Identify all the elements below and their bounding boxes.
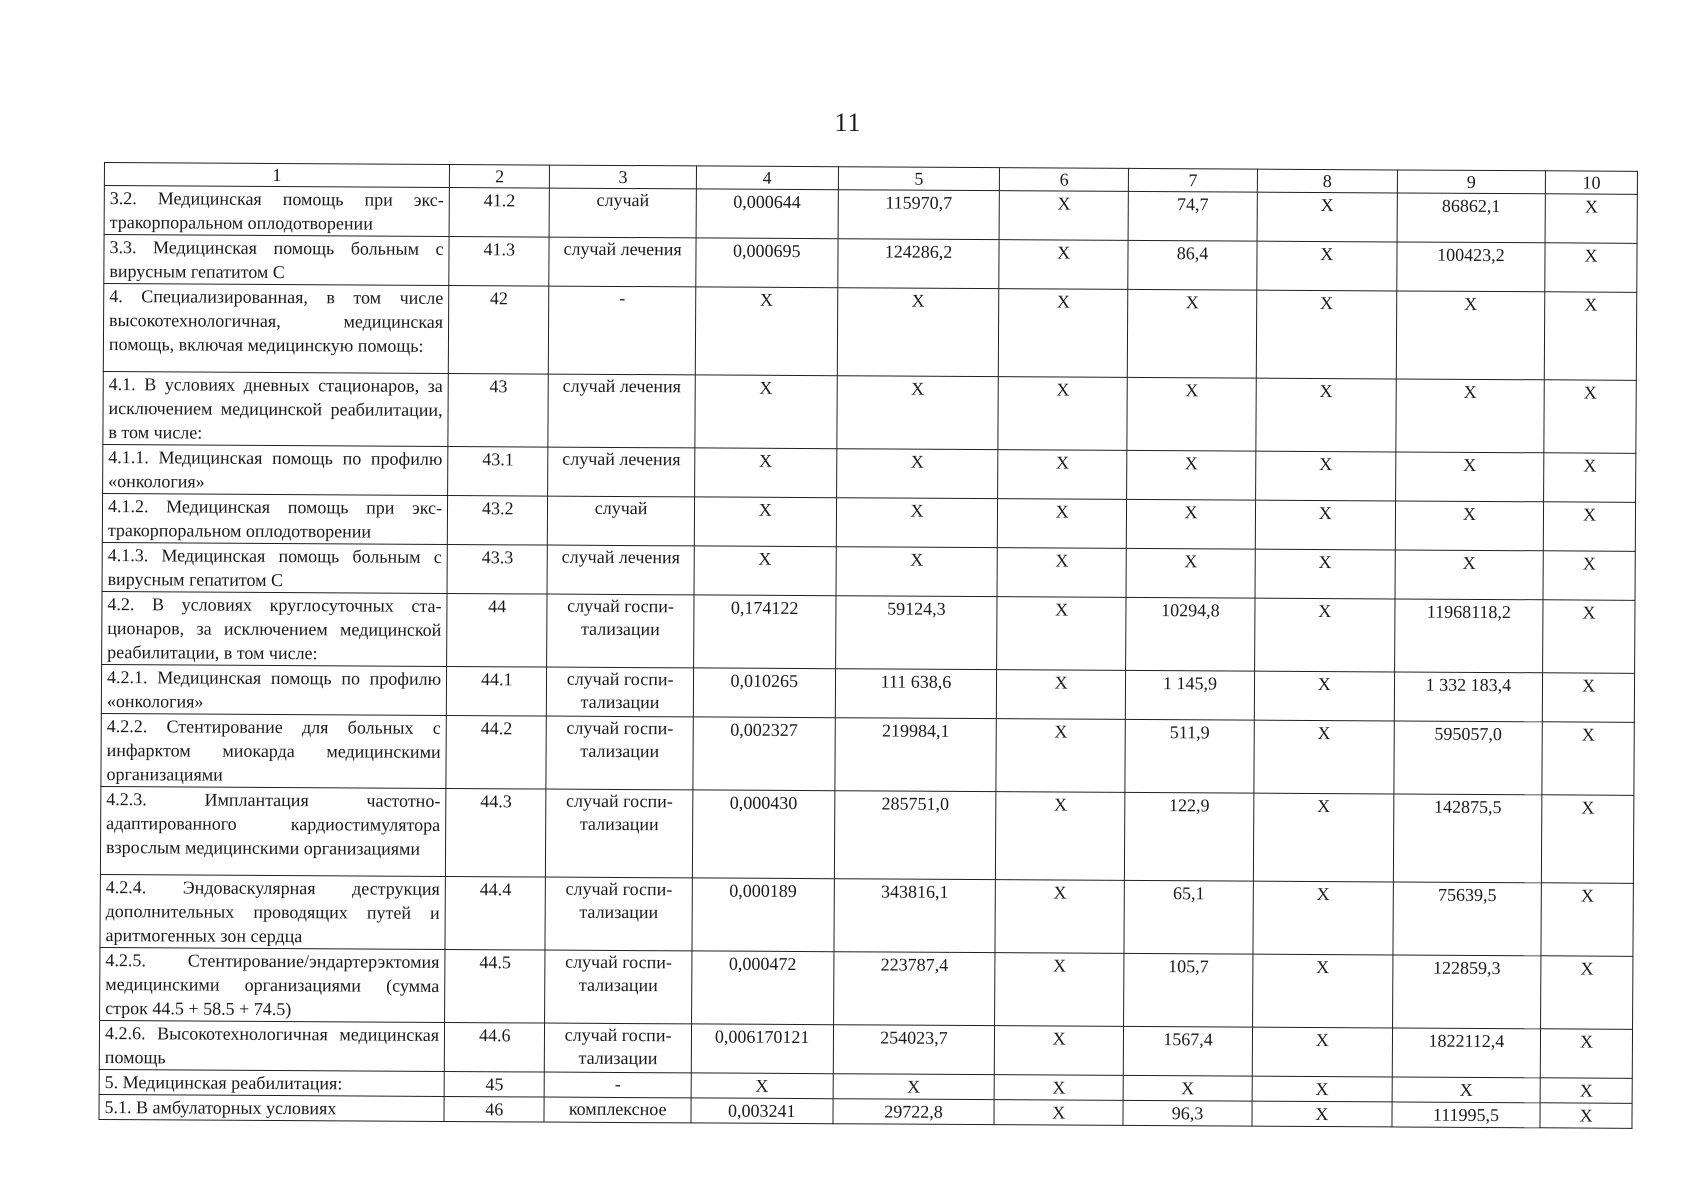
value-col-4: 0,000695 [696,238,838,288]
value-col-4: X [695,287,837,376]
table-row [103,444,1636,502]
value-col-10: X [1545,194,1637,244]
table-row [101,664,1634,722]
page-number: 11 [834,108,862,137]
value-col-5: X [836,449,998,499]
value-col-8: X [1253,793,1393,882]
row-name: 4.1. В условиях дневных стационаров, за исключением медицинской реабилитации, в том числе: [103,371,448,446]
unit-of-measure: случай [550,188,697,238]
value-col-9: 142875,5 [1393,794,1542,883]
table-row [101,713,1634,795]
value-col-10: X [1543,551,1635,601]
value-col-9: 100423,2 [1396,242,1545,292]
value-col-7: 122,9 [1125,792,1254,881]
table-row [100,786,1633,883]
column-number: 4 [696,166,838,190]
row-number: 43.3 [447,544,548,594]
value-col-4: 0,010265 [693,668,835,718]
value-col-6: X [995,880,1124,954]
value-col-8: X [1257,241,1397,291]
unit-of-measure: случай госпитализации [546,716,693,790]
value-col-4: X [694,497,836,547]
value-col-8: X [1255,500,1395,550]
unit-of-measure: случай лечения [548,374,695,448]
value-col-8: X [1252,1027,1392,1077]
row-number: 43.2 [447,495,548,545]
value-col-10: X [1545,243,1637,293]
value-col-5: X [836,498,998,548]
value-col-9: 1822112,4 [1392,1028,1541,1078]
row-name: 5. Медицинская реабилитация: [99,1069,444,1096]
value-col-6: X [999,240,1128,290]
row-number: 44.2 [446,715,547,789]
value-col-8: X [1252,954,1392,1028]
value-col-7: X [1127,450,1256,500]
row-name: 4.2.5. Стентирование/эндартерэктомия медицинскими организациями (сумма строк 44.5 + 58.5 + 74.5) [100,947,445,1022]
column-number: 10 [1546,171,1638,195]
value-col-9: X [1395,550,1544,600]
table-row [104,235,1637,293]
column-number: 9 [1397,170,1546,194]
value-col-7: 74,7 [1128,191,1257,241]
value-col-7: 105,7 [1124,953,1253,1027]
value-col-6: X [998,450,1127,500]
value-col-6: X [998,377,1127,451]
value-col-6: X [995,953,1124,1027]
value-col-9: 75639,5 [1393,882,1542,956]
value-col-9: X [1396,379,1545,453]
row-number: 44.3 [445,788,546,877]
row-number: 44 [447,593,548,667]
value-col-5: 115970,7 [838,190,1000,240]
value-col-4: 0,174122 [693,595,835,669]
value-col-7: X [1127,289,1256,378]
column-number: 5 [838,167,1000,191]
value-col-10: X [1541,883,1633,957]
value-col-4: 0,002327 [693,717,835,791]
value-col-9: 595057,0 [1394,721,1543,795]
value-col-10: X [1541,956,1633,1030]
value-col-8: X [1255,549,1395,599]
value-col-5: 254023,7 [833,1025,995,1075]
value-col-7: 511,9 [1125,719,1254,793]
value-col-7: 96,3 [1123,1100,1252,1126]
value-col-6: X [994,1100,1123,1126]
value-col-5: X [837,376,999,450]
value-col-6: X [997,548,1126,598]
value-col-8: X [1256,290,1396,379]
row-name: 4.2.4. Эндоваскулярная деструкция дополнительных проводящих путей и аритмогенных зон сердца [100,874,445,949]
table-row [102,591,1635,673]
value-col-5: 59124,3 [835,596,997,670]
value-col-6: X [996,792,1125,881]
value-col-7: X [1123,1075,1252,1101]
row-name: 4.2.6. Высокотехнологичная медицинская помощь [99,1020,444,1071]
unit-of-measure: - [545,1072,691,1098]
value-col-6: X [999,191,1128,241]
value-col-10: X [1542,673,1634,723]
table-row [102,493,1635,551]
row-number: 44.4 [445,876,546,950]
value-col-9: X [1396,291,1545,380]
value-col-7: 1567,4 [1123,1026,1252,1076]
value-col-4: X [694,448,836,498]
value-col-4: 0,003241 [691,1098,833,1124]
row-name: 4.2.3. Имплантация частотноадаптированного кардиостимулятора взрослым медицинскими организациями [100,786,446,876]
value-col-8: X [1255,598,1395,672]
row-name: 4.1.1. Медицинская помощь по профилю «онкология» [103,444,448,495]
value-col-5: 111 638,6 [835,669,997,719]
row-number: 41.2 [449,187,550,237]
row-number: 44.6 [444,1022,545,1072]
table-row [99,1020,1632,1078]
column-number: 7 [1128,168,1257,192]
value-col-4: X [691,1073,833,1099]
row-number: 45 [444,1071,545,1097]
unit-of-measure: случай лечения [548,447,695,497]
value-col-8: X [1253,881,1393,955]
value-col-8: X [1254,720,1394,794]
value-col-7: 65,1 [1124,880,1253,954]
column-number: 6 [1000,168,1129,192]
value-col-6: X [998,499,1127,549]
value-col-5: 223787,4 [833,952,995,1026]
value-col-7: X [1126,548,1255,598]
unit-of-measure: - [549,286,696,375]
row-number: 44.5 [445,949,546,1023]
value-col-7: 10294,8 [1126,597,1255,671]
value-col-4: 0,006170121 [691,1024,833,1074]
row-name: 4.1.3. Медицинская помощь больным с вирусным гепатитом С [102,542,447,593]
unit-of-measure: случай лечения [549,237,696,287]
column-number: 2 [449,164,550,188]
value-col-9: 1 332 183,4 [1394,672,1543,722]
unit-of-measure: случай госпитализации [547,594,694,668]
value-col-8: X [1254,671,1394,721]
value-col-7: 86,4 [1128,240,1257,290]
unit-of-measure: случай [548,496,695,546]
row-number: 41.3 [449,236,550,286]
table-row [104,186,1637,244]
row-name: 4.2. В условиях круглосуточных стационаров, за исключением медицинской реабилитации, в том числе: [102,591,447,666]
table-row [102,542,1635,600]
column-number: 1 [104,163,449,188]
unit-of-measure: случай госпитализации [545,1023,692,1073]
unit-of-measure: случай госпитализации [545,950,692,1024]
value-col-4: X [695,375,837,449]
table-row [103,371,1636,453]
value-col-5: 29722,8 [833,1099,995,1125]
value-col-9: 86862,1 [1397,193,1546,243]
row-number: 42 [448,285,549,374]
table-row [100,874,1633,956]
value-col-7: 1 145,9 [1125,670,1254,720]
value-col-4: 0,000644 [696,189,838,239]
unit-of-measure: комплексное [544,1097,690,1123]
row-number: 43.1 [448,446,549,496]
value-col-7: X [1126,499,1255,549]
value-col-10: X [1540,1078,1632,1104]
value-col-9: X [1392,1077,1541,1103]
value-col-7: X [1127,377,1256,451]
value-col-4: 0,000430 [692,790,834,879]
data-table [98,162,1637,1129]
value-col-10: X [1544,292,1636,381]
value-col-10: X [1544,453,1636,503]
unit-of-measure: случай госпитализации [547,667,694,717]
unit-of-measure: случай госпитализации [546,789,693,878]
row-name: 3.3. Медицинская помощь больным с вирусным гепатитом С [104,235,449,286]
value-col-8: X [1257,192,1397,242]
row-name: 3.2. Медицинская помощь при экстракорпоральном оплодотворении [104,186,449,237]
unit-of-measure: случай лечения [547,545,694,595]
table-row [103,284,1636,381]
value-col-4: 0,000472 [691,951,833,1025]
row-name: 5.1. В амбулаторных условиях [99,1094,444,1121]
value-col-10: X [1540,1029,1632,1079]
column-number: 8 [1257,169,1397,193]
unit-of-measure: случай госпитализации [545,877,692,951]
value-col-5: X [836,547,998,597]
column-number: 3 [550,165,696,189]
row-name: 4.2.1. Медицинская помощь по профилю «онкология» [101,664,446,715]
row-number: 44.1 [446,666,547,716]
row-number: 43 [448,373,549,447]
value-col-8: X [1252,1101,1392,1127]
row-number: 46 [444,1096,545,1122]
value-col-9: 111995,5 [1392,1102,1541,1128]
value-col-10: X [1544,380,1636,454]
value-col-10: X [1543,502,1635,552]
value-col-10: X [1543,600,1635,674]
value-col-5: 219984,1 [835,718,997,792]
value-col-6: X [997,670,1126,720]
row-name: 4.1.2. Медицинская помощь при экстракорпоральном оплодотворении [102,493,447,544]
value-col-10: X [1542,722,1634,796]
value-col-8: X [1256,451,1396,501]
value-col-10: X [1542,795,1634,884]
value-col-5: 285751,0 [834,791,996,880]
value-col-5: 124286,2 [837,239,999,289]
value-col-4: X [694,546,836,596]
value-col-8: X [1252,1076,1392,1102]
value-col-8: X [1256,378,1396,452]
value-col-5: X [837,288,999,377]
value-col-6: X [999,289,1128,378]
table-body [99,163,1637,1129]
value-col-6: X [994,1075,1123,1101]
row-name: 4. Специализированная, в том числе высокотехнологичная, медицинская помощь, включая медицинскую помощь: [103,284,449,374]
value-col-9: X [1395,501,1544,551]
value-col-9: 11968118,2 [1394,599,1543,673]
value-col-9: X [1395,452,1544,502]
value-col-6: X [997,597,1126,671]
value-col-4: 0,000189 [692,878,834,952]
value-col-6: X [995,1026,1124,1076]
value-col-10: X [1540,1103,1632,1129]
value-col-6: X [996,719,1125,793]
value-col-5: 343816,1 [834,879,996,953]
value-col-5: X [833,1074,995,1100]
row-name: 4.2.2. Стентирование для больных с инфарктом миокарда медицинскими организациями [101,713,446,788]
value-col-9: 122859,3 [1392,955,1541,1029]
table-row [100,947,1633,1029]
